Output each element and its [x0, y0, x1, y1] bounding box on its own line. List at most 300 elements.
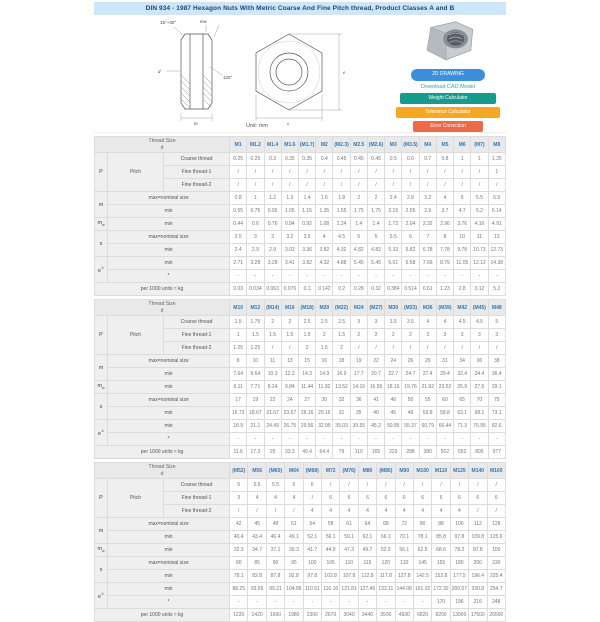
- cell-s_max: 3.2: [281, 231, 298, 244]
- cell-per_1000: 1420: [248, 609, 266, 622]
- cell-fine1: 2: [367, 329, 384, 342]
- cell-s_min: 63.1: [454, 407, 471, 420]
- cell-e_min: 3.28: [247, 257, 264, 270]
- cell-e_min: 161.02: [413, 583, 431, 596]
- cell-m_min: 22.7: [385, 368, 402, 381]
- cell-s_max: 145: [413, 557, 431, 570]
- cell-fine2: 1.25: [247, 342, 264, 355]
- cell-mw_min: 11.92: [316, 381, 333, 394]
- cell-m_max: 0.8: [230, 192, 247, 205]
- cell-s_max: 22: [264, 394, 281, 407]
- size-header[interactable]: M8: [488, 137, 505, 153]
- spec-table-m10-m48: [94, 299, 506, 459]
- cell-mw_min: 7.71: [247, 381, 264, 394]
- size-header[interactable]: (M33): [402, 300, 419, 316]
- row-label: per 1000 units ≈ kg: [95, 446, 230, 459]
- cell-e_star: -: [281, 433, 298, 446]
- size-header[interactable]: (M1.7): [298, 137, 315, 153]
- cell-coarse: 5: [230, 479, 248, 492]
- cell-m_min: 52.1: [303, 531, 321, 544]
- row-label: min: [108, 244, 230, 257]
- cell-m_min: 2.9: [419, 205, 436, 218]
- cell-fine2: /: [488, 342, 505, 355]
- cell-m_max: 2: [350, 192, 367, 205]
- cell-e_star: -: [298, 433, 315, 446]
- cell-s_max: 55: [419, 394, 436, 407]
- cell-fine1: 3: [454, 329, 471, 342]
- spec-table: [94, 462, 506, 622]
- cell-s_min: 10.73: [471, 244, 488, 257]
- cell-coarse: 2: [281, 316, 298, 329]
- cell-coarse: 5.5: [248, 479, 266, 492]
- size-header[interactable]: (M85): [377, 463, 395, 479]
- angle-mid-label: 120°: [223, 75, 233, 80]
- size-header[interactable]: M10: [230, 300, 247, 316]
- cell-per_1000: 0.61: [419, 283, 436, 296]
- cell-s_min: 2.9: [264, 244, 281, 257]
- cell-per_1000: 3.12: [471, 283, 488, 296]
- cell-m_min: 2.55: [402, 205, 419, 218]
- cell-coarse: 1.25: [488, 153, 505, 166]
- row-label: P: [95, 153, 108, 192]
- page-title: DIN 934 - 1987 Hexagon Nuts With Metric Coarse And Fine Pitch thread, Product Classes A and B: [94, 2, 506, 15]
- size-header[interactable]: (M7): [471, 137, 488, 153]
- size-header[interactable]: (M52): [230, 463, 248, 479]
- cell-e_star: -: [402, 433, 419, 446]
- cell-m_min: 36.4: [488, 368, 505, 381]
- cell-e_star: -: [230, 433, 247, 446]
- size-header[interactable]: M30: [385, 300, 402, 316]
- row-label: Coarse thread: [164, 479, 230, 492]
- cell-fine2: /: [230, 179, 247, 192]
- cell-coarse: 2: [264, 316, 281, 329]
- cell-mw_min: 1.72: [385, 218, 402, 231]
- cell-e_star: -: [247, 433, 264, 446]
- cell-m_min: 78.1: [413, 531, 431, 544]
- size-header[interactable]: M3: [385, 137, 402, 153]
- cell-s_min: 29.16: [316, 407, 333, 420]
- cell-m_max: 112: [469, 518, 487, 531]
- size-header[interactable]: M20: [316, 300, 333, 316]
- cell-fine2: 2: [298, 342, 315, 355]
- cell-coarse: 3: [350, 316, 367, 329]
- cell-per_1000: 4930: [395, 609, 413, 622]
- cell-s_max: 105: [321, 557, 339, 570]
- cell-coarse: /: [377, 479, 395, 492]
- cell-fine1: 2: [350, 329, 367, 342]
- cell-s_max: 46: [385, 394, 402, 407]
- size-header[interactable]: (M39): [436, 300, 453, 316]
- cell-e_min: 45.2: [367, 420, 384, 433]
- cell-s_max: 32: [333, 394, 350, 407]
- cell-s_min: 3.36: [298, 244, 315, 257]
- size-header[interactable]: M90: [395, 463, 413, 479]
- cell-per_1000: 977: [488, 446, 505, 459]
- cell-e_star: -: [333, 433, 350, 446]
- cell-e_min: 110.51: [303, 583, 321, 596]
- cell-mw_min: 68.6: [432, 544, 450, 557]
- cell-s_min: 82.8: [248, 570, 266, 583]
- cell-s_min: 78.1: [230, 570, 248, 583]
- cell-mw_min: 87.8: [469, 544, 487, 557]
- cell-fine2: /: [298, 179, 315, 192]
- cell-e_min: 4.88: [333, 257, 350, 270]
- size-header[interactable]: M6: [454, 137, 471, 153]
- size-header[interactable]: M1.4: [264, 137, 281, 153]
- cell-e_min: 50.85: [385, 420, 402, 433]
- size-header[interactable]: (M60): [266, 463, 284, 479]
- size-header[interactable]: M1.6: [281, 137, 298, 153]
- size-header[interactable]: M24: [350, 300, 367, 316]
- size-header[interactable]: M64: [285, 463, 303, 479]
- cell-m_max: 29: [419, 355, 436, 368]
- cell-coarse: /: [358, 479, 376, 492]
- thread-size-header: Thread Size d: [95, 300, 230, 316]
- cell-per_1000: 2300: [303, 609, 321, 622]
- cell-per_1000: 805: [471, 446, 488, 459]
- size-header[interactable]: M140: [469, 463, 487, 479]
- row-label: min: [108, 420, 230, 433]
- cell-s_max: 8: [436, 231, 453, 244]
- cell-fine1: 2: [402, 329, 419, 342]
- cell-coarse: 3.5: [385, 316, 402, 329]
- s-dim-label: s: [287, 122, 289, 127]
- cell-s_max: 36: [350, 394, 367, 407]
- cell-mw_min: 44.9: [321, 544, 339, 557]
- cell-coarse: 0.45: [333, 153, 350, 166]
- cell-s_max: 200: [469, 557, 487, 570]
- cell-s_max: 85: [248, 557, 266, 570]
- cell-s_min: 196.4: [469, 570, 487, 583]
- table-row: [95, 596, 506, 609]
- cell-m_max: 16: [316, 355, 333, 368]
- cell-fine2: /: [285, 505, 303, 518]
- cell-fine1: 6: [450, 492, 468, 505]
- cell-s_max: 5.5: [385, 231, 402, 244]
- cell-e_min: 144.08: [395, 583, 413, 596]
- cell-s_min: 92.8: [285, 570, 303, 583]
- cell-s_max: 50: [402, 394, 419, 407]
- cell-s_max: 3: [247, 231, 264, 244]
- cell-coarse: 0.25: [230, 153, 247, 166]
- cell-per_1000: 502: [436, 446, 453, 459]
- cell-m_min: 109.8: [469, 531, 487, 544]
- cell-fine1: 1.5: [281, 329, 298, 342]
- cell-m_max: 34: [454, 355, 471, 368]
- cell-fine1: /: [247, 166, 264, 179]
- cell-coarse: 0.7: [419, 153, 436, 166]
- cell-m_min: 16.9: [333, 368, 350, 381]
- cell-e_star: -: [385, 270, 402, 283]
- cell-e_min: 24.49: [264, 420, 281, 433]
- cell-m_max: 80: [413, 518, 431, 531]
- d-dim-label: d: [158, 70, 161, 75]
- cell-per_1000: 0.076: [281, 283, 298, 296]
- cell-fine1: 6: [469, 492, 487, 505]
- size-header[interactable]: M160: [487, 463, 506, 479]
- cell-m_max: 10: [247, 355, 264, 368]
- cell-per_1000: 0.28: [350, 283, 367, 296]
- cell-e_min: 60.79: [419, 420, 436, 433]
- cell-mw_min: 1.4: [350, 218, 367, 231]
- cell-mw_min: 1.24: [333, 218, 350, 231]
- table-row: [95, 153, 506, 166]
- size-header[interactable]: M72: [321, 463, 339, 479]
- row-label: Fine thread-2: [164, 505, 230, 518]
- size-header[interactable]: (M18): [298, 300, 315, 316]
- cell-s_min: 152.8: [432, 570, 450, 583]
- cell-coarse: 2.5: [333, 316, 350, 329]
- cell-coarse: /: [413, 479, 431, 492]
- cell-m_min: 1.35: [316, 205, 333, 218]
- cell-m_min: 1.15: [298, 205, 315, 218]
- cell-s_min: 177.5: [450, 570, 468, 583]
- cell-e_min: 172.32: [432, 583, 450, 596]
- cell-m_min: 14.9: [316, 368, 333, 381]
- cell-s_max: 100: [303, 557, 321, 570]
- cell-s_min: 6.78: [419, 244, 436, 257]
- m-dim-label: m: [194, 122, 198, 127]
- mw-dim-label: mw: [200, 20, 207, 25]
- cell-s_min: 7.78: [436, 244, 453, 257]
- cell-s_min: 5.32: [385, 244, 402, 257]
- cell-e_min: 35.03: [333, 420, 350, 433]
- drawing-section: [94, 15, 506, 133]
- cell-per_1000: 380: [419, 446, 436, 459]
- cell-coarse: 6: [303, 479, 321, 492]
- cell-fine1: /: [367, 166, 384, 179]
- size-header[interactable]: M125: [450, 463, 468, 479]
- cell-per_1000: 0.063: [264, 283, 281, 296]
- cell-fine1: 3: [419, 329, 436, 342]
- cell-s_max: 95: [285, 557, 303, 570]
- size-header[interactable]: M100: [413, 463, 431, 479]
- 2d-drawing-button[interactable]: 2D DRAWING: [411, 69, 485, 81]
- row-label: Fine thread-2: [164, 342, 230, 355]
- cell-e_min: 220.8: [469, 583, 487, 596]
- cell-fine1: /: [230, 166, 247, 179]
- cell-mw_min: 0.92: [298, 218, 315, 231]
- error-correction-button[interactable]: Error Correction: [413, 121, 483, 132]
- cell-fine1: 6: [487, 492, 506, 505]
- cell-per_1000: 8200: [432, 609, 450, 622]
- size-header[interactable]: (M2.3): [333, 137, 350, 153]
- cell-per_1000: 3930: [377, 609, 395, 622]
- cell-m_max: 45: [248, 518, 266, 531]
- tolerance-calculator-button[interactable]: Tolerance Calculator: [396, 107, 500, 118]
- row-label: e①: [95, 583, 108, 609]
- size-header[interactable]: (M3.5): [402, 137, 419, 153]
- cell-s_min: 2.9: [247, 244, 264, 257]
- cell-m_max: 8: [230, 355, 247, 368]
- cell-e_star: -: [358, 596, 376, 609]
- cell-e_star: -: [367, 270, 384, 283]
- cell-e_star: -: [471, 270, 488, 283]
- size-header[interactable]: M42: [454, 300, 471, 316]
- cell-fine1: 3: [471, 329, 488, 342]
- cell-m_min: 5.2: [471, 205, 488, 218]
- size-header[interactable]: (M2.6): [367, 137, 384, 153]
- spec-table-m1-m8: [94, 136, 506, 296]
- size-header[interactable]: M36: [419, 300, 436, 316]
- cell-m_min: 24.7: [402, 368, 419, 381]
- cell-e_star: -: [454, 270, 471, 283]
- cell-fine1: 4: [285, 492, 303, 505]
- size-header[interactable]: M4: [419, 137, 436, 153]
- cell-e_star: 196: [450, 596, 468, 609]
- download-cad-link[interactable]: Download CAD Model: [420, 84, 476, 90]
- cell-e_min: 121.81: [340, 583, 358, 596]
- cell-s_max: 10: [454, 231, 471, 244]
- cell-e_min: 3.41: [281, 257, 298, 270]
- size-header[interactable]: M1.2: [247, 137, 264, 153]
- cell-e_star: -: [436, 270, 453, 283]
- size-header[interactable]: M56: [248, 463, 266, 479]
- cell-e_min: 39.55: [350, 420, 367, 433]
- cell-e_min: 88.25: [230, 583, 248, 596]
- cell-s_max: 110: [340, 557, 358, 570]
- cell-m_min: 85.8: [432, 531, 450, 544]
- size-header[interactable]: M1: [230, 137, 247, 153]
- cell-coarse: 1: [454, 153, 471, 166]
- cell-mw_min: 4.91: [488, 218, 505, 231]
- cell-e_star: -: [350, 270, 367, 283]
- cell-e_min: 104.86: [285, 583, 303, 596]
- row-label: min: [108, 570, 230, 583]
- cell-mw_min: 13.52: [333, 381, 350, 394]
- size-header[interactable]: (M22): [333, 300, 350, 316]
- cell-e_min: 76.95: [471, 420, 488, 433]
- size-header[interactable]: (M68): [303, 463, 321, 479]
- cell-s_min: 4.82: [350, 244, 367, 257]
- page: [94, 0, 506, 622]
- size-header[interactable]: M110: [432, 463, 450, 479]
- size-header[interactable]: M48: [488, 300, 505, 316]
- size-header[interactable]: M80: [358, 463, 376, 479]
- cell-e_min: 200.57: [450, 583, 468, 596]
- cell-per_1000: 0.2: [333, 283, 350, 296]
- cell-e_star: -: [321, 596, 339, 609]
- cell-m_min: 27.4: [419, 368, 436, 381]
- cell-s_min: 21.67: [264, 407, 281, 420]
- cell-m_max: 128: [487, 518, 506, 531]
- size-header[interactable]: M12: [247, 300, 264, 316]
- cell-s_max: 65: [454, 394, 471, 407]
- cell-coarse: /: [340, 479, 358, 492]
- cell-m_min: 0.55: [230, 205, 247, 218]
- cell-e_star: -: [419, 433, 436, 446]
- cell-e_star: -: [350, 433, 367, 446]
- cell-fine2: /: [367, 342, 384, 355]
- cell-fine2: 4: [432, 505, 450, 518]
- cell-coarse: 0.35: [298, 153, 315, 166]
- cell-s_max: 60: [436, 394, 453, 407]
- cell-m_min: 14.3: [298, 368, 315, 381]
- cell-m_max: 24: [385, 355, 402, 368]
- cell-coarse: 5.5: [266, 479, 284, 492]
- row-label: Fine thread-1: [164, 492, 230, 505]
- cell-e_star: 170: [432, 596, 450, 609]
- table-row: [95, 355, 506, 368]
- cell-s_max: 7: [419, 231, 436, 244]
- table-row: [95, 479, 506, 492]
- cell-e_star: -: [281, 270, 298, 283]
- cell-fine2: /: [281, 342, 298, 355]
- cell-m_max: 48: [266, 518, 284, 531]
- size-header[interactable]: M2.5: [350, 137, 367, 153]
- cell-s_max: 24: [281, 394, 298, 407]
- cell-s_max: 3.5: [298, 231, 315, 244]
- cell-fine1: /: [436, 166, 453, 179]
- cell-mw_min: 0.76: [264, 218, 281, 231]
- size-header[interactable]: (M14): [264, 300, 281, 316]
- table-row: [95, 205, 506, 218]
- cell-per_1000: 13000: [450, 609, 468, 622]
- size-header[interactable]: M2: [316, 137, 333, 153]
- size-header[interactable]: (M45): [471, 300, 488, 316]
- table-row: [95, 257, 506, 270]
- cell-fine2: 4: [395, 505, 413, 518]
- cell-e_star: -: [248, 596, 266, 609]
- row-label: s: [95, 231, 108, 257]
- cell-m_max: 1.6: [316, 192, 333, 205]
- weight-calculator-button[interactable]: Weight Calculator: [400, 93, 496, 104]
- table-row: [95, 368, 506, 381]
- cell-m_min: 10.3: [264, 368, 281, 381]
- size-header[interactable]: M5: [436, 137, 453, 153]
- table-row: [95, 316, 506, 329]
- cell-s_max: 6: [402, 231, 419, 244]
- cell-m_max: 1.4: [298, 192, 315, 205]
- cell-e_star: -: [298, 270, 315, 283]
- spec-table: [94, 299, 506, 459]
- cell-coarse: /: [432, 479, 450, 492]
- cell-mw_min: 11.44: [298, 381, 315, 394]
- cell-s_max: 90: [266, 557, 284, 570]
- cell-m_max: 2: [367, 192, 384, 205]
- action-panel: [392, 15, 504, 132]
- cell-s_min: 3.82: [316, 244, 333, 257]
- size-header[interactable]: M16: [281, 300, 298, 316]
- cell-per_1000: 1220: [230, 609, 248, 622]
- cell-m_min: 70.1: [395, 531, 413, 544]
- row-label: P: [95, 316, 108, 355]
- cell-coarse: 2.5: [298, 316, 315, 329]
- cell-fine1: 6: [377, 492, 395, 505]
- cell-per_1000: 0.514: [402, 283, 419, 296]
- cell-m_max: 1.3: [281, 192, 298, 205]
- cell-coarse: 0.4: [316, 153, 333, 166]
- cell-s_max: 130: [395, 557, 413, 570]
- cell-s_min: 87.8: [266, 570, 284, 583]
- cell-s_min: 2.4: [230, 244, 247, 257]
- cell-m_min: 3.7: [436, 205, 453, 218]
- cell-m_max: 13: [281, 355, 298, 368]
- cell-s_max: 80: [230, 557, 248, 570]
- cell-m_min: 125.6: [487, 531, 506, 544]
- row-label: *: [108, 596, 230, 609]
- size-header[interactable]: (M76): [340, 463, 358, 479]
- cell-m_min: 32.4: [454, 368, 471, 381]
- cell-e_min: 93.56: [248, 583, 266, 596]
- cell-per_1000: 5.2: [488, 283, 505, 296]
- size-header[interactable]: (M27): [367, 300, 384, 316]
- cell-coarse: 0.6: [402, 153, 419, 166]
- cell-s_max: 230: [487, 557, 506, 570]
- cell-per_1000: 652: [454, 446, 471, 459]
- cell-per_1000: 1980: [285, 609, 303, 622]
- cell-per_1000: 223: [385, 446, 402, 459]
